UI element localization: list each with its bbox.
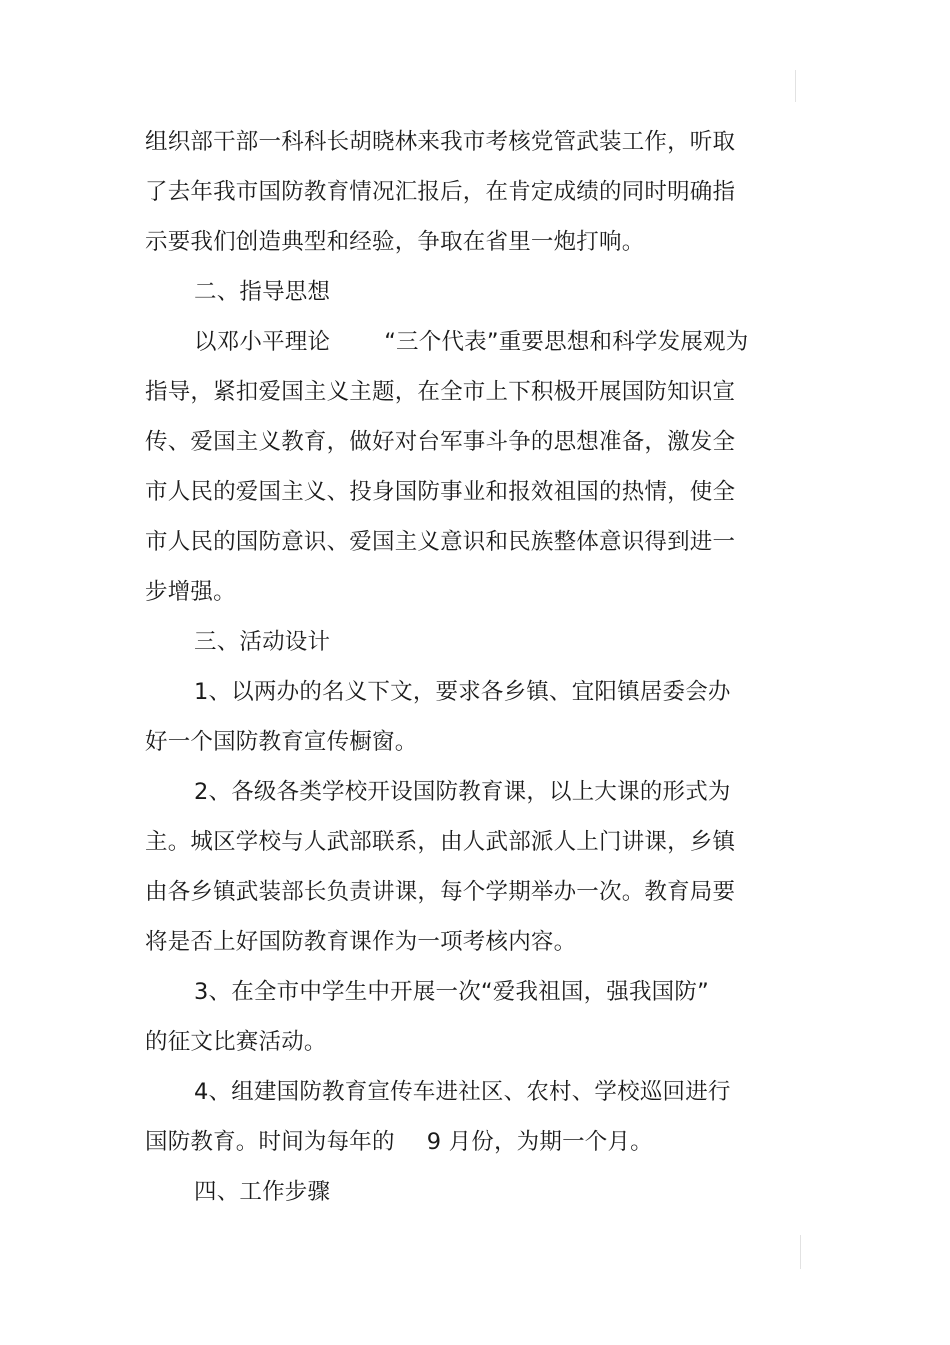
list-item-line: 由各乡镇武装部长负责讲课，每个学期举办一次。教育局要	[145, 879, 736, 905]
list-item-text: 9 月份，为期一个月。	[426, 1129, 653, 1155]
paragraph-line: 指导，紧扣爱国主义主题，在全市上下积极开展国防知识宣	[145, 379, 736, 405]
list-item-text: 国防教育。时间为每年的	[145, 1129, 395, 1155]
scan-margin-mark	[795, 70, 796, 102]
scan-margin-mark	[800, 1235, 801, 1269]
list-item-line: 4、组建国防教育宣传车进社区、农村、学校巡回进行	[194, 1079, 731, 1105]
list-item-line: 好一个国防教育宣传橱窗。	[145, 729, 418, 755]
list-item-line: 的征文比赛活动。	[145, 1029, 327, 1055]
list-item-line: 1、以两办的名义下文，要求各乡镇、宜阳镇居委会办	[194, 679, 731, 705]
paragraph-line-start	[194, 327, 748, 357]
paragraph-line: 示要我们创造典型和经验，争取在省里一炮打响。	[145, 229, 645, 255]
list-item-line: 将是否上好国防教育课作为一项考核内容。	[145, 929, 577, 955]
paragraph-line: 了去年我市国防教育情况汇报后，在肯定成绩的同时明确指	[145, 179, 736, 205]
section-heading: 二、指导思想	[194, 279, 331, 305]
paragraph-line: 步增强。	[145, 579, 236, 605]
paragraph-text: “三个代表”重要思想和科学发展观为	[384, 329, 749, 355]
list-item-line: 2、各级各类学校开设国防教育课，以上大课的形式为	[194, 779, 731, 805]
paragraph-text: 以邓小平理论	[194, 329, 331, 355]
paragraph-line: 传、爱国主义教育，做好对台军事斗争的思想准备，激发全	[145, 429, 736, 455]
list-item-line: 主。城区学校与人武部联系，由人武部派人上门讲课，乡镇	[145, 829, 736, 855]
list-item-line: 3、在全市中学生中开展一次“爱我祖国，强我国防”	[194, 979, 709, 1005]
section-heading: 三、活动设计	[194, 629, 331, 655]
section-heading: 四、工作步骤	[194, 1179, 331, 1205]
list-item-line	[145, 1127, 653, 1157]
paragraph-line: 市人民的爱国主义、投身国防事业和报效祖国的热情，使全	[145, 479, 736, 505]
paragraph-line: 组织部干部一科科长胡晓林来我市考核党管武装工作，听取	[145, 129, 736, 155]
paragraph-line: 市人民的国防意识、爱国主义意识和民族整体意识得到进一	[145, 529, 736, 555]
